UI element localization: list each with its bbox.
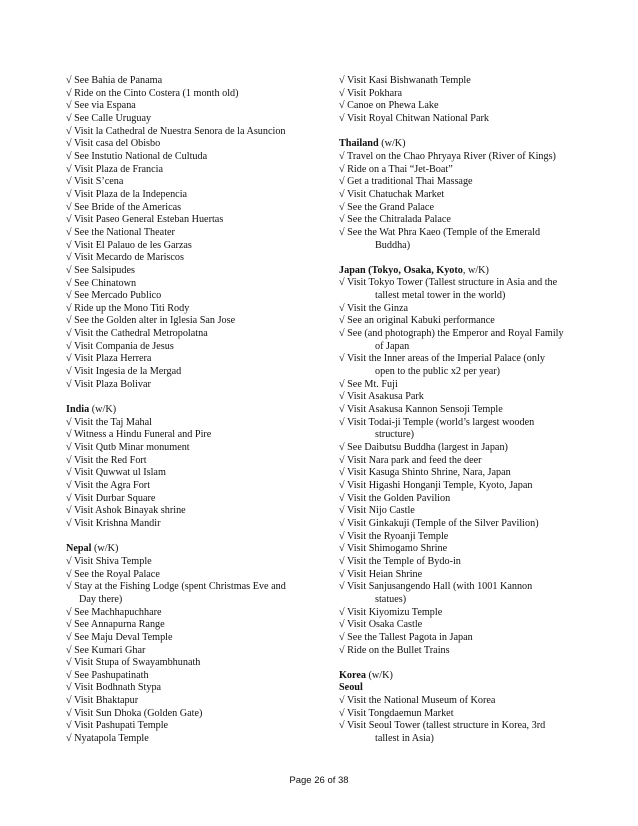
checklist-item: √ Visit Ashok Binayak shrine xyxy=(66,505,186,517)
checklist-item: √ Nyatapola Temple xyxy=(66,733,149,745)
left-column xyxy=(66,75,316,746)
checklist-item: √ Visit Heian Shrine xyxy=(339,568,423,580)
checklist-item: √ Ride up the Mono Titi Rody xyxy=(66,302,190,314)
checklist-item: √ Canoe on Phewa Lake xyxy=(339,100,439,112)
spacer xyxy=(339,126,584,139)
checklist-item: √ See an original Kabuki performance xyxy=(339,315,495,327)
checklist-item: √ Visit Todai-ji Temple (world’s largest wooden xyxy=(339,416,535,428)
checklist-item: √ See the Grand Palace xyxy=(339,201,434,213)
checklist-item: √ Visit the Red Fort xyxy=(66,454,147,466)
checklist-item: √ See the Royal Palace xyxy=(66,568,160,580)
right-column xyxy=(339,75,584,746)
section-heading xyxy=(339,138,584,151)
checklist-item: √ See Calle Uruguay xyxy=(66,112,152,124)
checklist-item: √ Visit Nijo Castle xyxy=(339,505,415,517)
spacer xyxy=(66,531,316,544)
checklist-item: √ Visit the Ginza xyxy=(339,302,409,314)
checklist-item: √ Visit Sun Dhoka (Golden Gate) xyxy=(66,707,203,719)
checklist-item: √ See Mercado Publico xyxy=(66,290,162,302)
checklist-item: √ Visit Osaka Castle xyxy=(339,619,423,631)
section-heading-note: , w/K) xyxy=(462,264,489,276)
section-heading xyxy=(66,404,316,417)
checklist-item: √ See Annapurna Range xyxy=(66,619,165,631)
checklist-item: √ Visit the Agra Fort xyxy=(66,479,151,491)
spacer xyxy=(339,252,584,265)
checklist-item: √ Visit Kasi Bishwanath Temple xyxy=(339,75,471,86)
checklist-item: √ See Machhapuchhare xyxy=(66,606,162,618)
checklist-item-continuation: Day there) xyxy=(79,593,123,605)
checklist-item: √ Visit Plaza Bolivar xyxy=(66,378,151,390)
checklist-item: √ Visit la Cathedral de Nuestra Senora de la Asuncion xyxy=(66,125,286,137)
checklist-item: √ Visit Higashi Honganji Temple, Kyoto, Japan xyxy=(339,479,533,491)
checklist-item: √ Visit Pokhara xyxy=(339,87,403,99)
checklist-item: √ Visit Pashupati Temple xyxy=(66,720,169,732)
checklist-item: √ Visit the Golden Pavilion xyxy=(339,492,451,504)
checklist-item: √ Visit Asakusa Kannon Sensoji Temple xyxy=(339,404,503,416)
checklist-item: √ Visit S’cena xyxy=(66,176,124,188)
checklist-item: √ Visit the National Museum of Korea xyxy=(339,695,496,707)
checklist-item: √ See Bahia de Panama xyxy=(66,75,163,86)
checklist-item: √ Ride on a Thai “Jet-Boat” xyxy=(339,163,453,175)
checklist-item: √ See Chinatown xyxy=(66,277,137,289)
section-heading-note: (w/K) xyxy=(365,669,393,681)
checklist-item: √ Visit casa del Obisbo xyxy=(66,138,161,150)
checklist-item: √ See Bride of the Americas xyxy=(66,201,182,213)
page-number: Page 26 of 38 xyxy=(289,775,349,786)
checklist-item: √ Visit Royal Chitwan National Park xyxy=(339,112,489,124)
checklist-item: √ Visit Nara park and feed the deer xyxy=(339,454,482,466)
section-heading-note: (w/K) xyxy=(378,138,406,150)
checklist-item: √ Visit Quwwat ul Islam xyxy=(66,467,166,479)
checklist-item-continuation: structure) xyxy=(375,429,415,441)
checklist-item: √ Visit Durbar Square xyxy=(66,492,156,504)
checklist-item-continuation: open to the public x2 per year) xyxy=(375,366,501,378)
checklist-item: √ See Mt. Fuji xyxy=(339,378,398,390)
checklist-item: √ Visit Sanjusangendo Hall (with 1001 Kannon xyxy=(339,581,533,593)
checklist-item: √ Visit Seoul Tower (tallest structure in Korea, 3rd xyxy=(339,720,546,732)
checklist-item: √ Visit Shiva Temple xyxy=(66,555,152,567)
checklist-item: √ See the Tallest Pagota in Japan xyxy=(339,631,473,643)
checklist-item-continuation: tallest metal tower in the world) xyxy=(375,290,506,302)
checklist-item: √ Visit Plaza Herrera xyxy=(66,353,152,365)
checklist-item: √ See Daibutsu Buddha (largest in Japan) xyxy=(339,442,508,453)
checklist-item: √ Visit the Taj Mahal xyxy=(66,416,152,428)
section-heading xyxy=(339,670,584,683)
checklist-item: √ Visit Ginkakuji (Temple of the Silver Pavilion) xyxy=(339,517,539,529)
checklist-item: √ Ride on the Cinto Costera (1 month old) xyxy=(66,87,239,99)
checklist-item: √ Visit Plaza de Francia xyxy=(66,163,164,175)
checklist-item: √ Travel on the Chao Phryaya River (River of Kings) xyxy=(339,150,556,162)
checklist-item: √ Visit Shimogamo Shrine xyxy=(339,543,448,555)
checklist-item: √ See Instutio National de Cultuda xyxy=(66,150,208,162)
checklist-item: √ Visit the Temple of Bydo-in xyxy=(339,555,461,567)
checklist-item: √ Visit Bhaktapur xyxy=(66,695,139,707)
checklist-item: √ Visit Kiyomizu Temple xyxy=(339,606,443,618)
spacer xyxy=(339,657,584,670)
checklist-item: √ Stay at the Fishing Lodge (spent Christmas Eve and xyxy=(66,581,286,593)
checklist-item: √ Visit Ingesia de la Mergad xyxy=(66,366,182,378)
checklist-item: √ Visit Paseo General Esteban Huertas xyxy=(66,214,224,226)
checklist-item-continuation: tallest in Asia) xyxy=(375,733,434,745)
checklist-item: √ See (and photograph) the Emperor and Royal Family xyxy=(339,328,564,340)
checklist-item: √ Get a traditional Thai Massage xyxy=(339,176,473,188)
section-heading xyxy=(339,265,584,278)
checklist-item: √ Visit Bodhnath Stypa xyxy=(66,682,162,694)
checklist-item: √ See Salsipudes xyxy=(66,264,135,276)
checklist-item: √ See the Chitralada Palace xyxy=(339,214,451,226)
section-heading xyxy=(66,543,316,556)
section-heading xyxy=(339,682,584,695)
checklist-item: √ Witness a Hindu Funeral and Pire xyxy=(66,429,212,441)
checklist-item: √ Visit Tongdaemun Market xyxy=(339,707,454,719)
checklist-item: √ Ride on the Bullet Trains xyxy=(339,644,450,656)
section-heading-title: Nepal xyxy=(66,543,92,555)
checklist-item: √ Visit the Ryoanji Temple xyxy=(339,530,449,542)
checklist-item: √ Visit the Inner areas of the Imperial Palace (only xyxy=(339,353,545,365)
checklist-item: √ See Kumari Ghar xyxy=(66,644,146,656)
checklist-item: √ Visit Tokyo Tower (Tallest structure in Asia and the xyxy=(339,277,558,289)
section-heading-note: (w/K) xyxy=(91,543,119,555)
section-heading-note: (w/K) xyxy=(89,404,117,416)
checklist-item: √ Visit Qutb Minar monument xyxy=(66,442,190,454)
section-heading-title: Japan (Tokyo, Osaka, Kyoto xyxy=(339,264,463,276)
checklist-item: √ See the Golden alter in Iglesia San Jose xyxy=(66,315,236,327)
section-heading-title: Korea xyxy=(339,669,366,681)
section-heading-title: Seoul xyxy=(339,682,363,694)
spacer xyxy=(66,391,316,404)
checklist-item: √ See Pashupatinath xyxy=(66,669,149,681)
checklist-item: √ See via Espana xyxy=(66,100,136,112)
section-heading-title: India xyxy=(66,404,90,416)
checklist-item-continuation: of Japan xyxy=(375,340,410,352)
checklist-item: √ See the Wat Phra Kaeo (Temple of the Emerald xyxy=(339,226,541,238)
checklist-item: √ See Maju Deval Temple xyxy=(66,631,173,643)
checklist-item-continuation: statues) xyxy=(375,593,407,605)
checklist-item: √ Visit Kasuga Shinto Shrine, Nara, Japan xyxy=(339,467,511,479)
checklist-item: √ Visit Krishna Mandir xyxy=(66,517,161,529)
checklist-item: √ Visit Mecardo de Mariscos xyxy=(66,252,184,264)
section-heading-title: Thailand xyxy=(339,138,379,150)
checklist-item: √ Visit Asakusa Park xyxy=(339,391,424,403)
checklist-item-continuation: Buddha) xyxy=(375,239,411,251)
checklist-item: √ See the National Theater xyxy=(66,226,175,238)
checklist-item: √ Visit El Palauo de les Garzas xyxy=(66,239,192,251)
checklist-item: √ Visit the Cathedral Metropolatna xyxy=(66,328,208,340)
checklist-item: √ Visit Compania de Jesus xyxy=(66,340,174,352)
checklist-item: √ Visit Chatuchak Market xyxy=(339,188,445,200)
checklist-item: √ Visit Stupa of Swayambhunath xyxy=(66,657,201,669)
checklist-item: √ Visit Plaza de la Indepencia xyxy=(66,188,188,200)
